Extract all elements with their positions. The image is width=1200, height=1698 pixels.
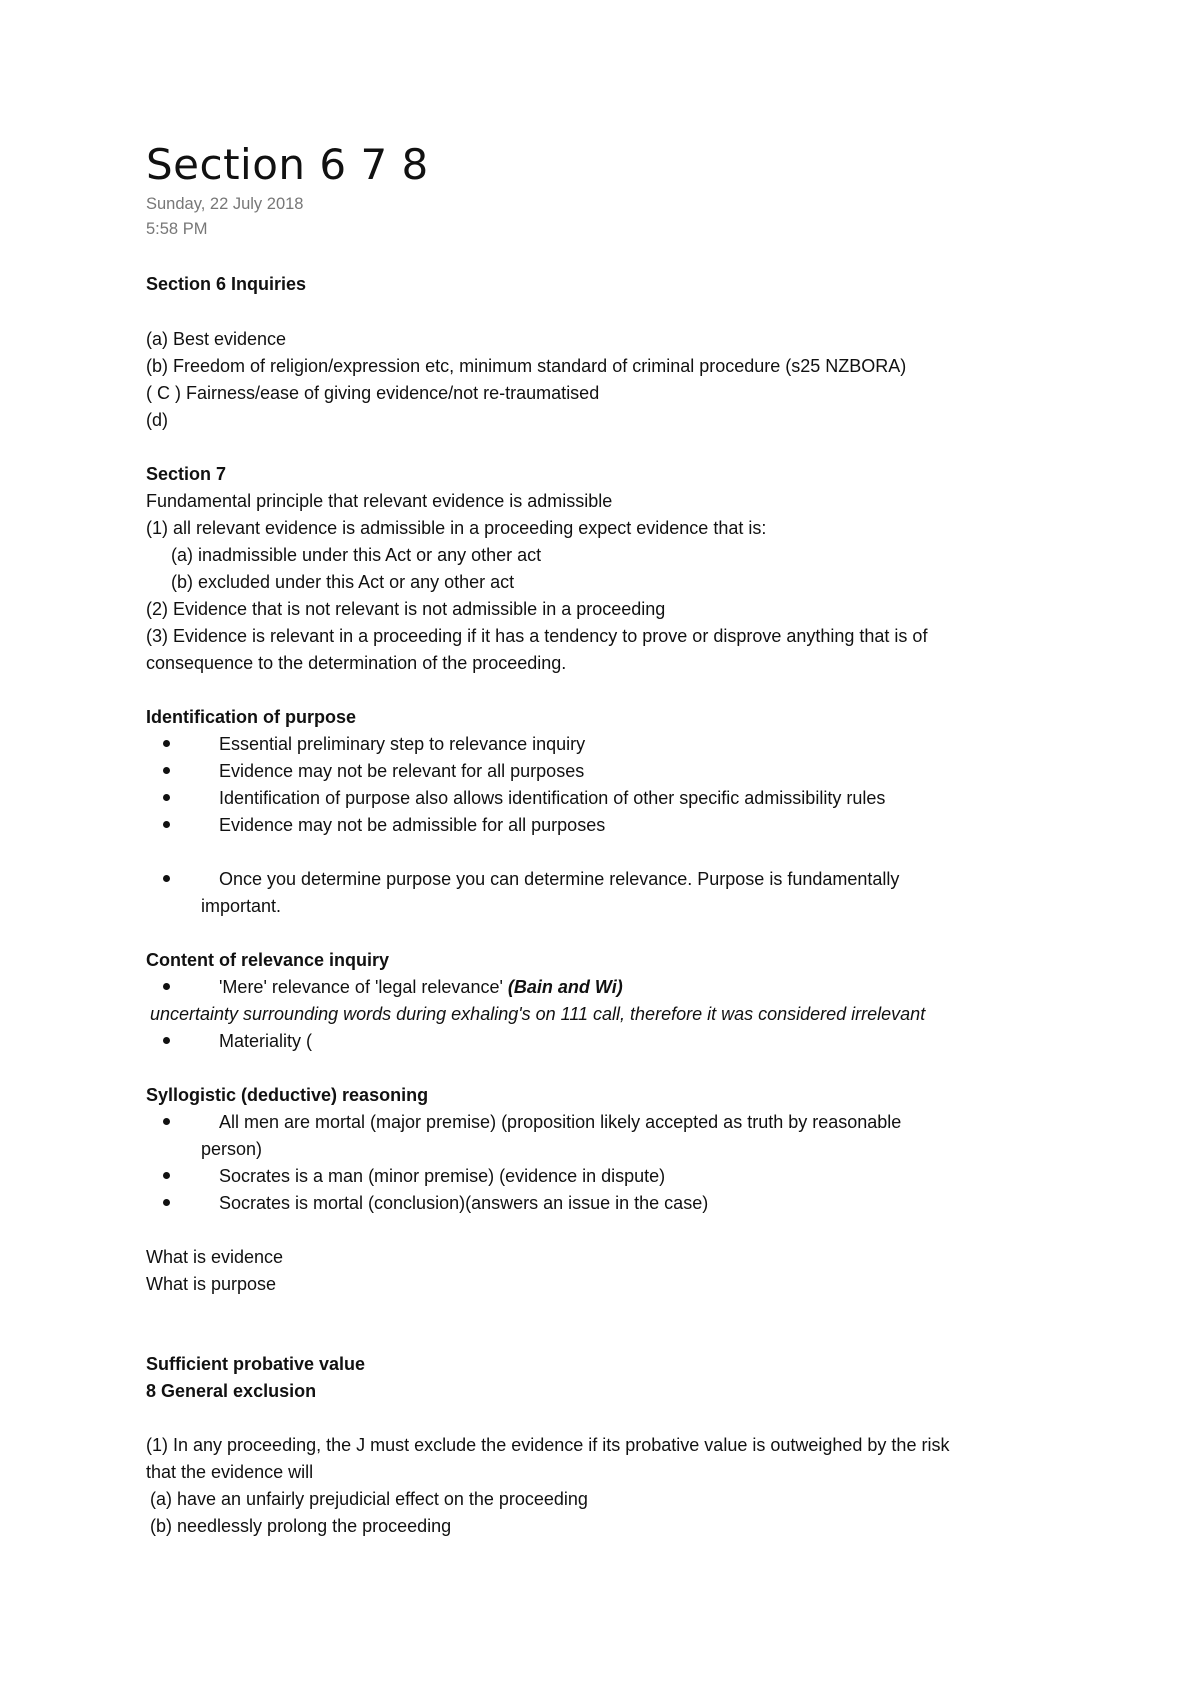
content-heading: Content of relevance inquiry [146, 950, 390, 970]
page-date: Sunday, 22 July 2018 [146, 195, 304, 213]
page-title: Section 6 7 8 [146, 140, 429, 189]
bullet-icon [163, 1172, 170, 1179]
section-7-para-1b: (b) excluded under this Act or any other act [171, 572, 515, 592]
document-page: Section 6 7 8 Sunday, 22 July 2018 5:58 PM Section 6 Inquiries (a) Best evidence (b) Freedom of religion/expression etc, minimum standard of criminal procedure (s25 NZBORA) ( C ) Fairness/ease of giving evidence/not re-traumatised (d) Section 7 Fundamental principle that relevant evidence is admissible (1) all relevant evidence is admissible in a proceeding expect evidence that is: (a) inadmissible under this Act or any other act (b) excluded under this Act or any other act (2) Evidence that is not relevant is not admissible in a proceeding (3) Evidence is relevant in a proceeding if it has a tendency to prove or disprove anything that is of consequence to the determination of the proceeding. Identification of purpose Essential preliminary step to relevance inquiry Evidence may not be relevant for all purposes Identification of purpose also allows identification of other specific admissibility rules Evidence may not be admissible for all purposes Once you determine purpose you can determine relevance. Purpose is fundamentally important. Content of relevance inquiry 'Mere' relevance of 'legal relevance' (Bain and Wi) uncertainty surrounding words during exhaling's on 111 call, therefore it was considered irrelevant Materiality ( Syllogistic (deductive) reasoning All men are mortal (major premise) (proposition likely accepted as truth by reasonable person) Socrates is a man (minor premise) (evidence in dispute) Socrates is mortal (conclusion)(answers an issue in the case) What is evidence What is purpose Sufficient probative value 8 General exclusion (1) In any proceeding, the J must exclude the evidence if its probative value is outweighed by the risk that the evidence will (a) have an unfairly prejudicial effect on the proceeding (b) needlessly prolong the proceeding [146, 140, 950, 1536]
section-6-item-a: (a) Best evidence [146, 329, 287, 349]
bullet-icon [163, 1037, 170, 1044]
bullet-icon [163, 875, 170, 882]
question-evidence: What is evidence [146, 1247, 284, 1267]
section-7-para-2: (2) Evidence that is not relevant is not admissible in a proceeding [146, 599, 666, 619]
section-7-para-1a: (a) inadmissible under this Act or any other act [171, 545, 542, 565]
section-8-para-1-line-2: that the evidence will [146, 1462, 314, 1482]
bullet-icon [163, 1118, 170, 1125]
bullet-icon [163, 983, 170, 990]
bullet-icon [163, 794, 170, 801]
section-8-para-1-line-1: (1) In any proceeding, the J must exclude the evidence if its probative value is outweighed by the risk [146, 1435, 950, 1455]
syllogistic-heading: Syllogistic (deductive) reasoning [146, 1085, 429, 1105]
section-8-para-b: (b) needlessly prolong the proceeding [150, 1516, 452, 1536]
section-8-heading-2: 8 General exclusion [146, 1381, 317, 1401]
case-citation: (Bain and Wi) [507, 977, 623, 997]
bullet-icon [163, 767, 170, 774]
bullet-icon [163, 740, 170, 747]
section-7-para-1: (1) all relevant evidence is admissible in a proceeding expect evidence that is: [146, 518, 767, 538]
purpose-heading: Identification of purpose [146, 707, 356, 727]
section-8-para-a: (a) have an unfairly prejudicial effect on the proceeding [150, 1489, 588, 1509]
page-time: 5:58 PM [146, 220, 208, 238]
bullet-icon [163, 821, 170, 828]
section-7-intro: Fundamental principle that relevant evidence is admissible [146, 491, 613, 511]
section-8-heading-1: Sufficient probative value [146, 1354, 366, 1374]
section-6-heading: Section 6 Inquiries [146, 274, 307, 294]
section-6-item-d: (d) [146, 410, 168, 430]
content-note: uncertainty surrounding words during exhaling's on 111 call, therefore it was considered irrelevant [150, 1004, 926, 1024]
section-6-item-b: (b) Freedom of religion/expression etc, minimum standard of criminal procedure (s25 NZBORA) [146, 356, 907, 376]
section-7-para-3-line-1: (3) Evidence is relevant in a proceeding if it has a tendency to prove or disprove anything that is of [146, 626, 928, 646]
section-6-item-c: ( C ) Fairness/ease of giving evidence/not re-traumatised [146, 383, 600, 403]
bullet-icon [163, 1199, 170, 1206]
section-7-heading: Section 7 [146, 464, 227, 484]
section-7-para-3-line-2: consequence to the determination of the proceeding. [146, 653, 567, 673]
question-purpose: What is purpose [146, 1274, 277, 1294]
